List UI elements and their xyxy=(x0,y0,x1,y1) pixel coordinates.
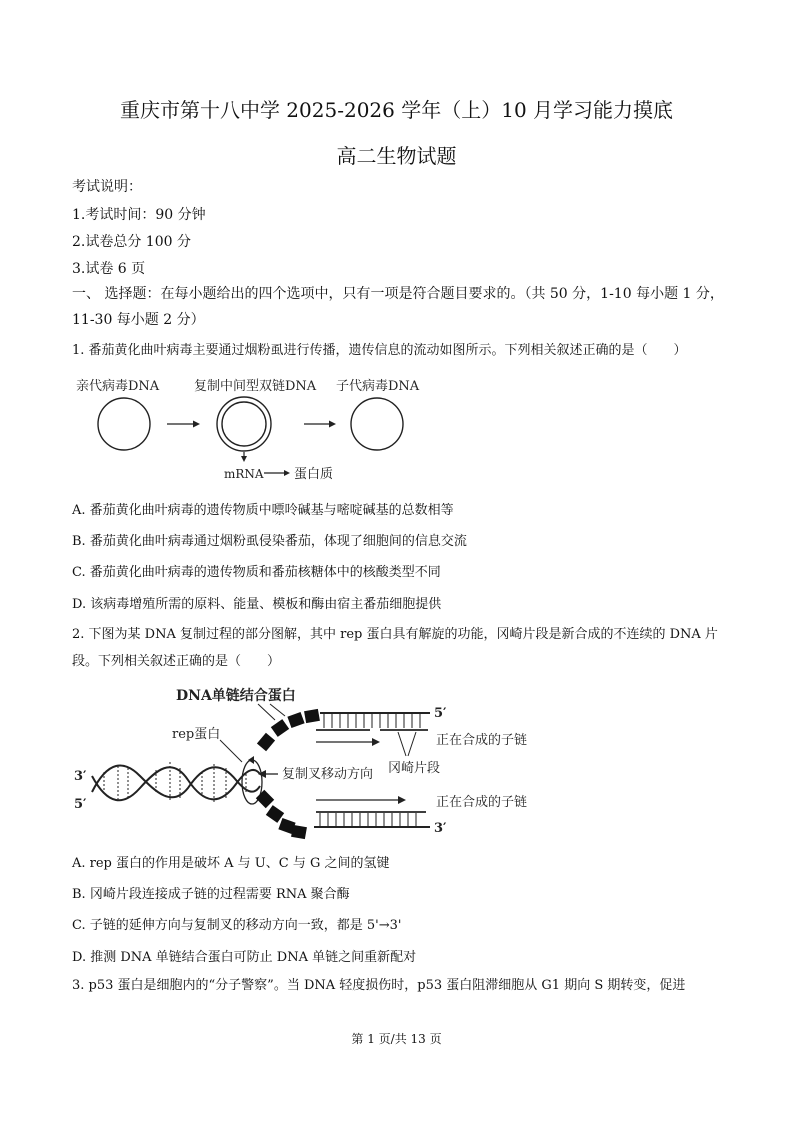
exam-title-line2: 高二生物试题 xyxy=(336,144,457,168)
exam-notes-heading: 考试说明： xyxy=(72,179,142,195)
question-2-option-a[interactable]: A. rep 蛋白的作用是破坏 A 与 U、C 与 G 之间的氢键 xyxy=(72,856,390,871)
question-1-option-d[interactable]: D. 该病毒增殖所需的原料、能量、模板和酶由宿主番茄细胞提供 xyxy=(72,597,442,612)
figure-label-daughter-bottom: 正在合成的子链 xyxy=(436,795,528,810)
question-2-option-d[interactable]: D. 推测 DNA 单链结合蛋白可防止 DNA 单链之间重新配对 xyxy=(72,950,417,965)
question-1-option-b[interactable]: B. 番茄黄化曲叶病毒通过烟粉虱侵染番茄，体现了细胞间的信息交流 xyxy=(72,534,467,549)
exam-note-item: 2.试卷总分 100 分 xyxy=(72,234,191,250)
section-heading: 一、 选择题：在每小题给出的四个选项中，只有一项是符合题目要求的。（共 50 分，1-10 每小题 1 分，11-30 每小题 2 分） xyxy=(72,286,724,328)
label-5prime-left: 5′ xyxy=(74,797,87,812)
figure-label-protein: 蛋白质 xyxy=(294,467,334,482)
double-helix xyxy=(92,765,260,800)
question-1-option-c[interactable]: C. 番茄黄化曲叶病毒的遗传物质和番茄核糖体中的核酸类型不同 xyxy=(72,565,441,580)
figure-label-ssb: DNA单链结合蛋白 xyxy=(176,688,296,704)
figure-label-intermediate-dna: 复制中间型双链DNA xyxy=(194,379,317,394)
question-2-figure xyxy=(70,680,560,840)
figure-label-mrna: mRNA xyxy=(224,467,264,481)
label-5prime-top: 5′ xyxy=(434,706,447,721)
question-3-stem: 3. p53 蛋白是细胞内的“分子警察”。当 DNA 轻度损伤时，p53 蛋白阻滞细胞从 G1 期向 S 期转变，促进 xyxy=(72,978,686,993)
figure-label-child-dna: 子代病毒DNA xyxy=(336,379,420,394)
figure-label-parent-dna: 亲代病毒DNA xyxy=(76,379,160,394)
figure-label-fork-direction: 复制叉移动方向 xyxy=(282,767,374,782)
label-3prime-bottom: 3′ xyxy=(434,821,447,836)
label-3prime-left: 3′ xyxy=(74,769,87,784)
figure-label-okazaki: 冈崎片段 xyxy=(388,761,441,776)
question-2-option-b[interactable]: B. 冈崎片段连接成子链的过程需要 RNA 聚合酶 xyxy=(72,887,350,902)
exam-note-item: 1.考试时间：90 分钟 xyxy=(72,207,206,223)
question-1-figure xyxy=(72,372,442,484)
question-1-stem: 1. 番茄黄化曲叶病毒主要通过烟粉虱进行传播，遗传信息的流动如图所示。下列相关叙述正确的是（ ） xyxy=(72,343,687,358)
question-2-option-c[interactable]: C. 子链的延伸方向与复制叉的移动方向一致，都是 5'→3' xyxy=(72,918,402,933)
question-1-option-a[interactable]: A. 番茄黄化曲叶病毒的遗传物质中嘌呤碱基与嘧啶碱基的总数相等 xyxy=(72,503,454,518)
exam-note-item: 3.试卷 6 页 xyxy=(72,261,146,277)
page-number: 第 1 页/共 13 页 xyxy=(351,1032,442,1046)
question-2-stem: 2. 下图为某 DNA 复制过程的部分图解，其中 rep 蛋白具有解旋的功能，冈崎片段是新合成的不连续的 DNA 片段。下列相关叙述正确的是（ ） xyxy=(72,627,718,669)
figure-label-daughter-top: 正在合成的子链 xyxy=(436,733,528,748)
intermediate-dna-outer-circle xyxy=(217,397,271,451)
child-dna-circle xyxy=(351,398,403,450)
parent-dna-circle xyxy=(98,398,150,450)
exam-title-line1: 重庆市第十八中学 2025-2026 学年（上）10 月学习能力摸底 xyxy=(119,98,674,122)
intermediate-dna-inner-circle xyxy=(222,402,266,446)
figure-label-rep: rep蛋白 xyxy=(172,727,221,742)
